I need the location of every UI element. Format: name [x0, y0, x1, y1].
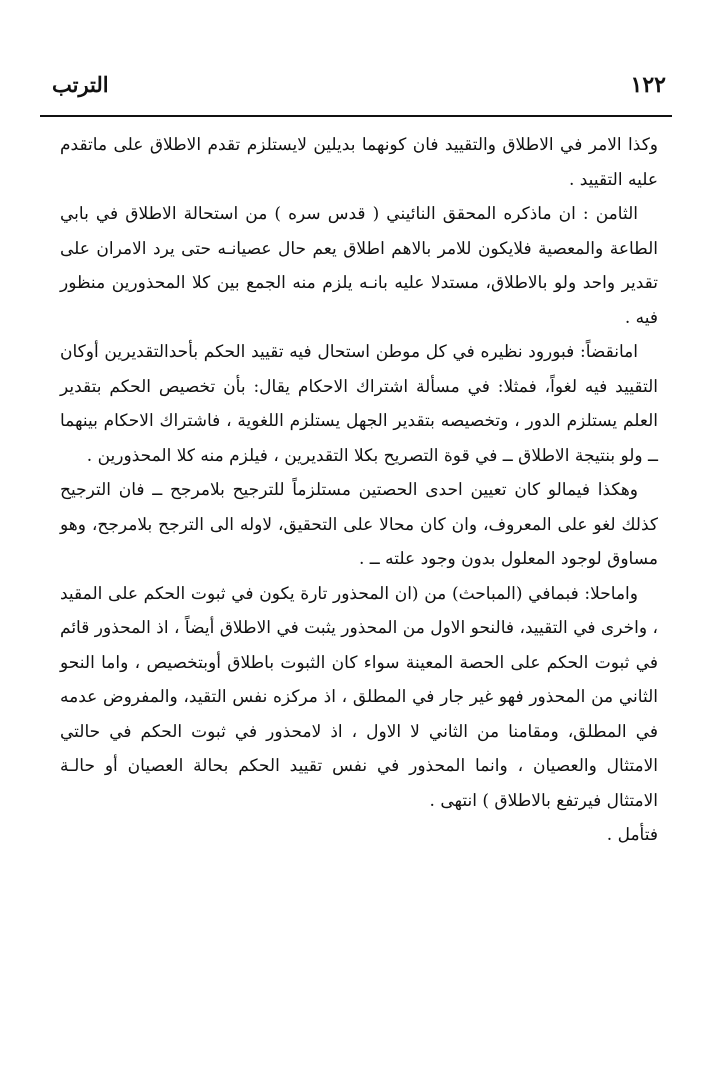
paragraph: امانقضاً: فبورود نظيره في كل موطن استحال فيه تقييد الحكم بأحدالتقديرين أوكان التقييد فيه لغواً، فمثلا: في مسألة اشتراك الاحكام يقال: بأن تخصيص الحكم بتقدير العلم يستلزم الدور ، وتخصيصه بتقدير الجهل يستلزم اللغوية ، فاشتراك الاحكام بينهما ــ ولو بنتيجة الاطلاق ــ في قوة التصريح بكلا التقديرين ، فيلزم منه كلا المحذورين .: [60, 342, 658, 466]
paragraph: فتأمل .: [606, 825, 658, 845]
body-text: [60, 128, 658, 853]
paragraph: وهكذا فيمالو كان تعيين احدى الحصتين مستلزماً للترجيح بلامرجح ــ فان الترجيح كذلك لغو على المعروف، وان كان محالا على التحقيق، لاوله الى الترجح بلامرجح، وهو مساوق لوجود المعلول بدون وجود علته ــ .: [60, 480, 658, 569]
page-header: [52, 68, 666, 108]
page-number: ١٢٢: [630, 72, 666, 98]
paragraph: واماحلا: فبمافي (المباحث) من (ان المحذور تارة يكون في ثبوت الحكم على المقيد ، واخرى في التقييد، فالنحو الاول من المحذور يثبت في الاطلاق أيضاً ، اذ المحذور قائم في ثبوت الحكم على الحصة المعينة سواء كان الثبوت باطلاق أوبتخصيص ، واما النحو الثاني من المحذور فهو غير جار في المطلق ، اذ مركزه نفس التقيد، والمفروض عدمه في المطلق، ومقامنا من الثاني لا الاول ، اذ لامحذور في ثبوت الحكم في حالتي الامتثال والعصيان ، وانما المحذور في نفس تقييد الحكم بحالة العصيان أو حالـة الامتثال فيرتفع بالاطلاق ) انتهى .: [60, 583, 658, 811]
header-rule: [40, 115, 672, 117]
running-title: الترتب: [52, 72, 109, 97]
paragraph: الثامن : ان ماذكره المحقق النائيني ( قدس سره ) من استحالة الاطلاق في بابي الطاعة والمعصية فلايكون للامر بالاهم اطلاق يعم حال عصيانـه حتى يرد الامران على تقدير واحد ولو بالاطلاق، مستدلا عليه بانـه يلزم منه الجمع بين كلا المحذورين منظور فيه .: [60, 204, 658, 328]
paragraph: وكذا الامر في الاطلاق والتقييد فان كونهما بديلين لايستلزم تقدم الاطلاق على ماتقدم عليه التقييد .: [60, 135, 658, 190]
